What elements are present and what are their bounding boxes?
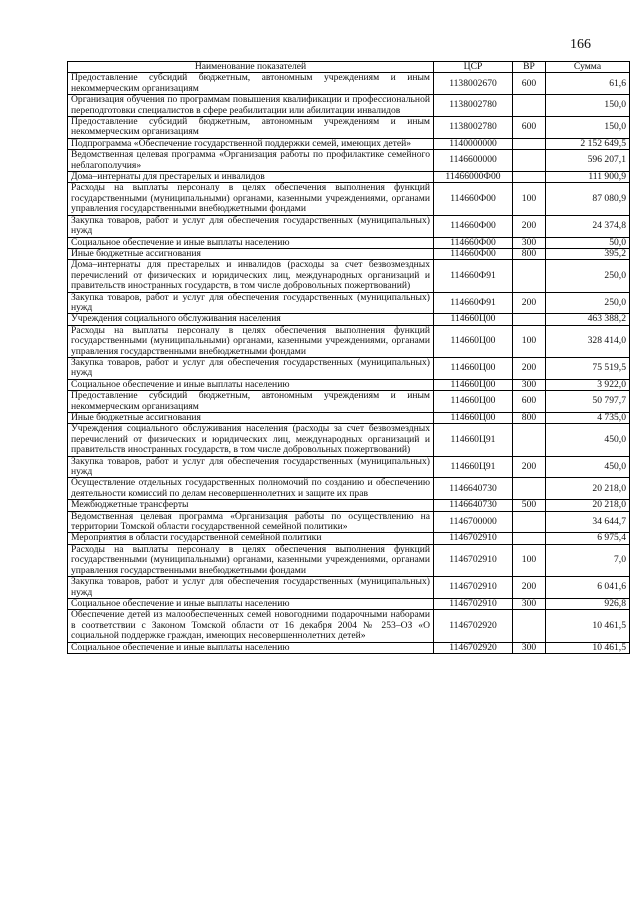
cell-vr: 100	[513, 325, 546, 357]
table-row	[68, 314, 630, 325]
cell-csr: 114660Ц00	[434, 357, 513, 379]
cell-name: Социальное обеспечение и иные выплаты населению	[68, 598, 434, 609]
cell-sum: 250,0	[546, 292, 630, 314]
cell-csr: 114660Ф00	[434, 183, 513, 215]
table-row	[68, 150, 630, 172]
cell-vr: 200	[513, 292, 546, 314]
cell-sum: 328 414,0	[546, 325, 630, 357]
cell-name: Расходы на выплаты персоналу в целях обеспечения выполнения функций государственными (муниципальными) органами, казенными учреждениями, органами управления государственными внебюджетными фондами	[68, 544, 434, 576]
cell-sum: 3 922,0	[546, 379, 630, 390]
table-row	[68, 544, 630, 576]
cell-name: Подпрограмма «Обеспечение государственной поддержки семей, имеющих детей»	[68, 138, 434, 149]
page-number: 166	[570, 37, 591, 52]
table-row	[68, 95, 630, 117]
cell-vr: 800	[513, 413, 546, 424]
cell-vr	[513, 610, 546, 642]
table-row	[68, 172, 630, 183]
cell-csr: 114660Ц00	[434, 314, 513, 325]
cell-vr	[513, 478, 546, 500]
cell-csr: 114660Ф91	[434, 292, 513, 314]
table-row	[68, 642, 630, 653]
table-row	[68, 292, 630, 314]
cell-vr	[513, 424, 546, 456]
table-body	[68, 73, 630, 654]
cell-sum: 20 218,0	[546, 478, 630, 500]
header-vr: ВР	[513, 62, 546, 73]
cell-sum: 87 080,9	[546, 183, 630, 215]
table-row	[68, 424, 630, 456]
cell-vr	[513, 511, 546, 533]
table-row	[68, 610, 630, 642]
table-row	[68, 391, 630, 413]
cell-name: Социальное обеспечение и иные выплаты населению	[68, 237, 434, 248]
cell-csr: 114660Ц00	[434, 325, 513, 357]
cell-name: Закупка товаров, работ и услуг для обеспечения государственных (муниципальных) нужд	[68, 456, 434, 478]
table-row	[68, 325, 630, 357]
cell-sum: 450,0	[546, 424, 630, 456]
cell-sum: 7,0	[546, 544, 630, 576]
table-row	[68, 500, 630, 511]
cell-name: Осуществление отдельных государственных полномочий по созданию и обеспечению деятельности комиссий по делам несовершеннолетних и защите их прав	[68, 478, 434, 500]
cell-vr: 800	[513, 248, 546, 259]
table-header-row	[68, 62, 630, 73]
cell-sum: 50 797,7	[546, 391, 630, 413]
cell-name: Закупка товаров, работ и услуг для обеспечения государственных (муниципальных) нужд	[68, 357, 434, 379]
table-row	[68, 138, 630, 149]
cell-csr: 114660Ц00	[434, 379, 513, 390]
cell-name: Ведомственная целевая программа «Организация работы по осуществлению на территории Томской области государственной семейной политики»	[68, 511, 434, 533]
cell-name: Обеспечение детей из малообеспеченных семей новогодними подарочными наборами в соответствии с Законом Томской области от 16 декабря 2004 № 253–ОЗ «О социальной поддержке граждан, имеющих несовершеннолетних детей»	[68, 610, 434, 642]
cell-vr: 300	[513, 598, 546, 609]
cell-sum: 395,2	[546, 248, 630, 259]
cell-sum: 20 218,0	[546, 500, 630, 511]
table-row	[68, 215, 630, 237]
table-row	[68, 73, 630, 95]
table-row	[68, 511, 630, 533]
cell-name: Дома–интернаты для престарелых и инвалидов (расходы за счет безвозмездных перечислений от физических и юридических лиц, международных организаций и правительств иностранных государств, в том числе добровольных пожертвований)	[68, 260, 434, 292]
cell-sum: 24 374,8	[546, 215, 630, 237]
cell-vr: 200	[513, 577, 546, 599]
cell-sum: 61,6	[546, 73, 630, 95]
cell-sum: 4 735,0	[546, 413, 630, 424]
cell-vr: 100	[513, 544, 546, 576]
table-row	[68, 117, 630, 139]
cell-name: Мероприятия в области государственной семейной политики	[68, 533, 434, 544]
cell-csr: 114660Ц91	[434, 424, 513, 456]
cell-vr: 300	[513, 379, 546, 390]
table-row	[68, 577, 630, 599]
cell-name: Ведомственная целевая программа «Организация работы по профилактике семейного неблагополучия»	[68, 150, 434, 172]
header-sum: Сумма	[546, 62, 630, 73]
cell-sum: 34 644,7	[546, 511, 630, 533]
table-row	[68, 478, 630, 500]
cell-name: Расходы на выплаты персоналу в целях обеспечения выполнения функций государственными (муниципальными) органами, казенными учреждениями, органами управления государственными внебюджетными фондами	[68, 325, 434, 357]
cell-name: Учреждения социального обслуживания населения	[68, 314, 434, 325]
cell-vr: 100	[513, 183, 546, 215]
cell-csr: 1146600000	[434, 150, 513, 172]
cell-csr: 114660Ф00	[434, 248, 513, 259]
cell-name: Межбюджетные трансферты	[68, 500, 434, 511]
table-row	[68, 456, 630, 478]
cell-vr	[513, 314, 546, 325]
cell-vr: 300	[513, 642, 546, 653]
cell-vr: 600	[513, 73, 546, 95]
cell-csr: 1146702910	[434, 577, 513, 599]
cell-csr: 1146702910	[434, 598, 513, 609]
cell-vr: 500	[513, 500, 546, 511]
cell-csr: 114660Ф00	[434, 215, 513, 237]
cell-csr: 1146702920	[434, 642, 513, 653]
cell-sum: 150,0	[546, 95, 630, 117]
cell-csr: 114660Ц91	[434, 456, 513, 478]
table-row	[68, 533, 630, 544]
cell-name: Закупка товаров, работ и услуг для обеспечения государственных (муниципальных) нужд	[68, 577, 434, 599]
cell-vr: 200	[513, 215, 546, 237]
table-row	[68, 237, 630, 248]
table-row	[68, 248, 630, 259]
cell-csr: 1146702910	[434, 544, 513, 576]
cell-sum: 2 152 649,5	[546, 138, 630, 149]
cell-name: Социальное обеспечение и иные выплаты населению	[68, 642, 434, 653]
cell-csr: 1146640730	[434, 500, 513, 511]
cell-vr: 600	[513, 391, 546, 413]
cell-vr	[513, 138, 546, 149]
cell-sum: 10 461,5	[546, 642, 630, 653]
cell-csr: 1146700000	[434, 511, 513, 533]
cell-sum: 111 900,9	[546, 172, 630, 183]
cell-name: Расходы на выплаты персоналу в целях обеспечения выполнения функций государственными (муниципальными) органами, казенными учреждениями, органами управления государственными внебюджетными фондами	[68, 183, 434, 215]
cell-sum: 6 975,4	[546, 533, 630, 544]
cell-vr	[513, 172, 546, 183]
header-csr: ЦСР	[434, 62, 513, 73]
cell-name: Иные бюджетные ассигнования	[68, 248, 434, 259]
cell-vr: 600	[513, 117, 546, 139]
cell-name: Предоставление субсидий бюджетным, автономным учреждениям и иным некоммерческим организациям	[68, 73, 434, 95]
cell-vr	[513, 95, 546, 117]
cell-csr: 1138002780	[434, 95, 513, 117]
cell-csr: 1138002780	[434, 117, 513, 139]
table-row	[68, 260, 630, 292]
cell-sum: 250,0	[546, 260, 630, 292]
cell-sum: 596 207,1	[546, 150, 630, 172]
cell-csr: 1140000000	[434, 138, 513, 149]
cell-sum: 150,0	[546, 117, 630, 139]
budget-table	[67, 61, 630, 654]
cell-vr: 200	[513, 357, 546, 379]
cell-csr: 114660Ц00	[434, 413, 513, 424]
cell-vr	[513, 150, 546, 172]
cell-vr: 200	[513, 456, 546, 478]
cell-sum: 463 388,2	[546, 314, 630, 325]
cell-csr: 1146702920	[434, 610, 513, 642]
table-row	[68, 357, 630, 379]
cell-csr: 1138002670	[434, 73, 513, 95]
cell-vr	[513, 533, 546, 544]
cell-name: Социальное обеспечение и иные выплаты населению	[68, 379, 434, 390]
cell-name: Предоставление субсидий бюджетным, автономным учреждениям и иным некоммерческим организациям	[68, 117, 434, 139]
header-name: Наименование показателей	[68, 62, 434, 73]
cell-sum: 926,8	[546, 598, 630, 609]
cell-name: Закупка товаров, работ и услуг для обеспечения государственных (муниципальных) нужд	[68, 292, 434, 314]
table-row	[68, 598, 630, 609]
cell-csr: 1146702910	[434, 533, 513, 544]
cell-sum: 50,0	[546, 237, 630, 248]
table-row	[68, 413, 630, 424]
cell-vr: 300	[513, 237, 546, 248]
cell-name: Закупка товаров, работ и услуг для обеспечения государственных (муниципальных) нужд	[68, 215, 434, 237]
cell-csr: 114660Ф91	[434, 260, 513, 292]
cell-sum: 75 519,5	[546, 357, 630, 379]
cell-vr	[513, 260, 546, 292]
cell-sum: 6 041,6	[546, 577, 630, 599]
table-row	[68, 379, 630, 390]
cell-name: Дома–интернаты для престарелых и инвалидов	[68, 172, 434, 183]
cell-name: Иные бюджетные ассигнования	[68, 413, 434, 424]
cell-csr: 11466000Ф00	[434, 172, 513, 183]
cell-name: Предоставление субсидий бюджетным, автономным учреждениям и иным некоммерческим организациям	[68, 391, 434, 413]
table-row	[68, 183, 630, 215]
cell-name: Организация обучения по программам повышения квалификации и профессиональной переподготовки специалистов в сфере реабилитации или абилитации инвалидов	[68, 95, 434, 117]
cell-name: Учреждения социального обслуживания населения (расходы за счет безвозмездных перечислений от физических и юридических лиц, международных организаций и правительств иностранных государств, в том числе добровольных пожертвований)	[68, 424, 434, 456]
cell-csr: 114660Ц00	[434, 391, 513, 413]
cell-csr: 1146640730	[434, 478, 513, 500]
cell-sum: 10 461,5	[546, 610, 630, 642]
cell-sum: 450,0	[546, 456, 630, 478]
cell-csr: 114660Ф00	[434, 237, 513, 248]
